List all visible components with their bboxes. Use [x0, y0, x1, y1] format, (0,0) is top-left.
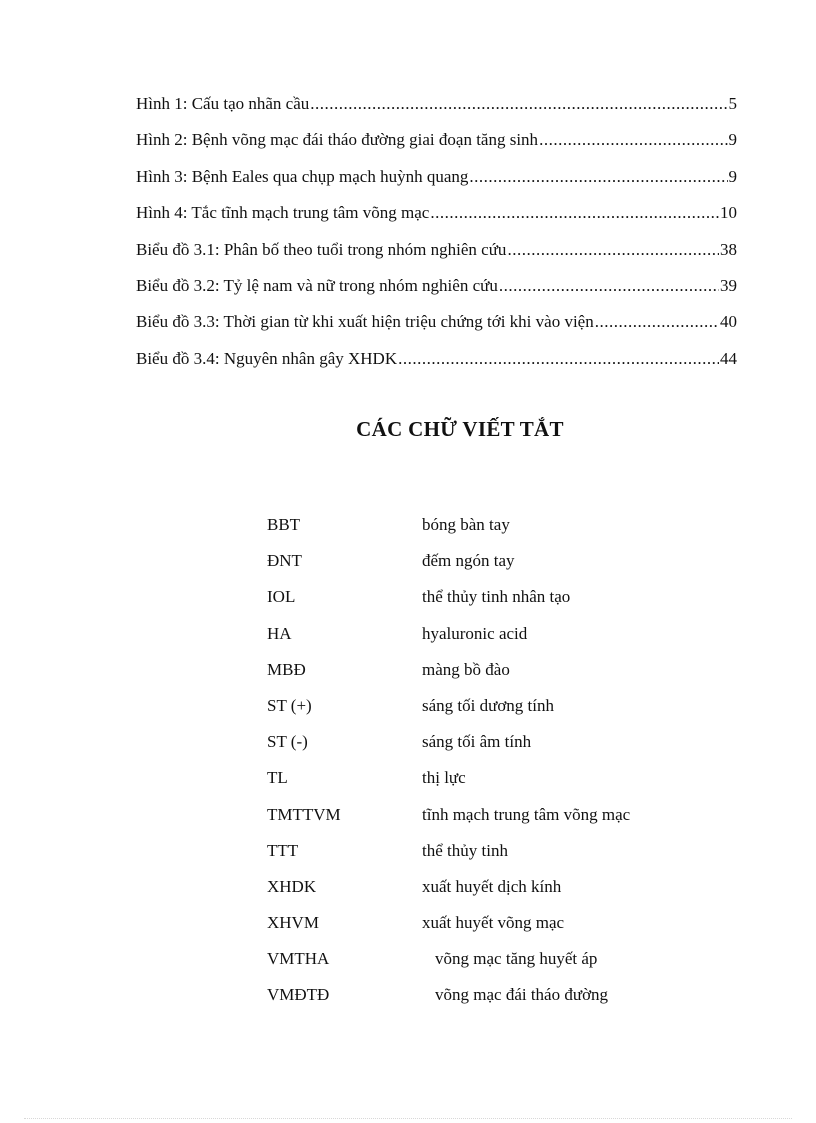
toc-entry-label: Biểu đồ 3.2: Tỷ lệ nam và nữ trong nhóm nghiên cứu [136, 275, 498, 295]
abbreviation-meaning: sáng tối dương tính [422, 695, 555, 715]
abbreviation-meaning: bóng bàn tay [422, 515, 510, 534]
toc-entry[interactable] [136, 129, 737, 165]
toc-entry-label: Hình 3: Bệnh Eales qua chụp mạch huỳnh quang [136, 166, 469, 186]
abbreviation-code: IOL [267, 587, 296, 607]
abbreviation-code: HA [267, 623, 292, 643]
abbreviation-meaning: thể thủy tinh nhân tạo [422, 587, 571, 607]
toc-entry-page: 38 [720, 239, 737, 259]
abbreviation-code: ST (-) [267, 732, 308, 752]
toc-entry-page: 44 [720, 348, 737, 368]
abbreviation-row [267, 514, 747, 550]
toc-leader-dots [469, 166, 727, 188]
abbreviation-code: VMTHA [267, 949, 330, 969]
toc-entry-page: 10 [720, 203, 737, 223]
toc-entry-page: 39 [720, 275, 737, 295]
toc-leader-dots [507, 239, 719, 261]
toc-entry-page: 40 [720, 312, 737, 332]
abbreviation-meaning: võng mạc đái tháo đường [435, 985, 609, 1005]
toc-entry-page: 5 [728, 94, 737, 113]
toc-leader-dots [595, 311, 719, 333]
abbreviation-code: XHVM [267, 913, 319, 933]
abbreviation-meaning: xuất huyết võng mạc [422, 913, 565, 933]
toc-leader-dots [539, 129, 727, 151]
abbreviation-row [267, 659, 747, 695]
abbreviation-code: ĐNT [267, 551, 302, 571]
abbreviation-code: ST (+) [267, 695, 312, 715]
abbreviation-row [267, 984, 747, 1020]
abbreviation-row [267, 623, 747, 659]
page-bottom-divider [24, 1118, 792, 1119]
toc-leader-dots [310, 93, 727, 115]
abbreviation-meaning: thị lực [422, 768, 466, 788]
toc-entry-label: Hình 4: Tắc tĩnh mạch trung tâm võng mạc [136, 203, 430, 223]
abbreviation-row [267, 912, 747, 948]
abbreviation-meaning: võng mạc tăng huyết áp [435, 949, 598, 969]
abbreviation-row [267, 550, 747, 586]
abbreviation-row [267, 767, 747, 803]
abbreviation-meaning: màng bồ đào [422, 659, 510, 679]
toc-entry-label: Biểu đồ 3.4: Nguyên nhân gây XHDK [136, 348, 398, 368]
toc-entry[interactable] [136, 166, 737, 202]
abbreviation-code: TTT [267, 840, 299, 860]
toc-entry[interactable] [136, 348, 737, 384]
abbreviation-row [267, 840, 747, 876]
abbreviation-row [267, 731, 747, 767]
abbreviation-meaning: tĩnh mạch trung tâm võng mạc [422, 804, 631, 824]
abbreviation-code: XHDK [267, 876, 317, 896]
abbreviation-list [267, 514, 747, 1021]
abbreviation-meaning: sáng tối âm tính [422, 732, 532, 752]
toc-entry-label: Biểu đồ 3.1: Phân bố theo tuổi trong nhóm nghiên cứu [136, 239, 507, 259]
abbreviation-code: VMĐTĐ [267, 985, 330, 1005]
abbreviation-code: TL [267, 768, 288, 788]
abbreviation-row [267, 695, 747, 731]
abbreviation-row [267, 948, 747, 984]
abbreviation-row [267, 586, 747, 622]
toc-leader-dots [398, 348, 719, 370]
abbreviation-code: TMTTVM [267, 804, 341, 824]
figure-list [136, 93, 737, 384]
toc-leader-dots [430, 202, 719, 224]
abbreviation-row [267, 804, 747, 840]
toc-entry-page: 9 [728, 130, 737, 150]
abbreviation-meaning: đếm ngón tay [422, 551, 515, 571]
abbreviation-code: BBT [267, 515, 301, 534]
abbreviation-row [267, 876, 747, 912]
toc-entry-label: Hình 2: Bệnh võng mạc đái tháo đường giai đoạn tăng sinh [136, 130, 539, 150]
toc-entry-label: Hình 1: Cấu tạo nhãn cầu [136, 94, 310, 113]
toc-entry-page: 9 [728, 166, 737, 186]
abbreviation-code: MBĐ [267, 659, 306, 679]
abbreviation-meaning: thể thủy tinh [422, 840, 508, 860]
toc-leader-dots [499, 275, 719, 297]
section-title: CÁC CHỮ VIẾT TẮT [356, 417, 564, 441]
toc-entry[interactable] [136, 311, 737, 347]
abbreviation-meaning: hyaluronic acid [422, 623, 528, 643]
toc-entry[interactable] [136, 239, 737, 275]
toc-entry[interactable] [136, 202, 737, 238]
abbreviation-meaning: xuất huyết dịch kính [422, 876, 562, 896]
toc-entry[interactable] [136, 275, 737, 311]
toc-entry[interactable] [136, 93, 737, 129]
toc-entry-label: Biểu đồ 3.3: Thời gian từ khi xuất hiện triệu chứng tới khi vào viện [136, 312, 594, 332]
